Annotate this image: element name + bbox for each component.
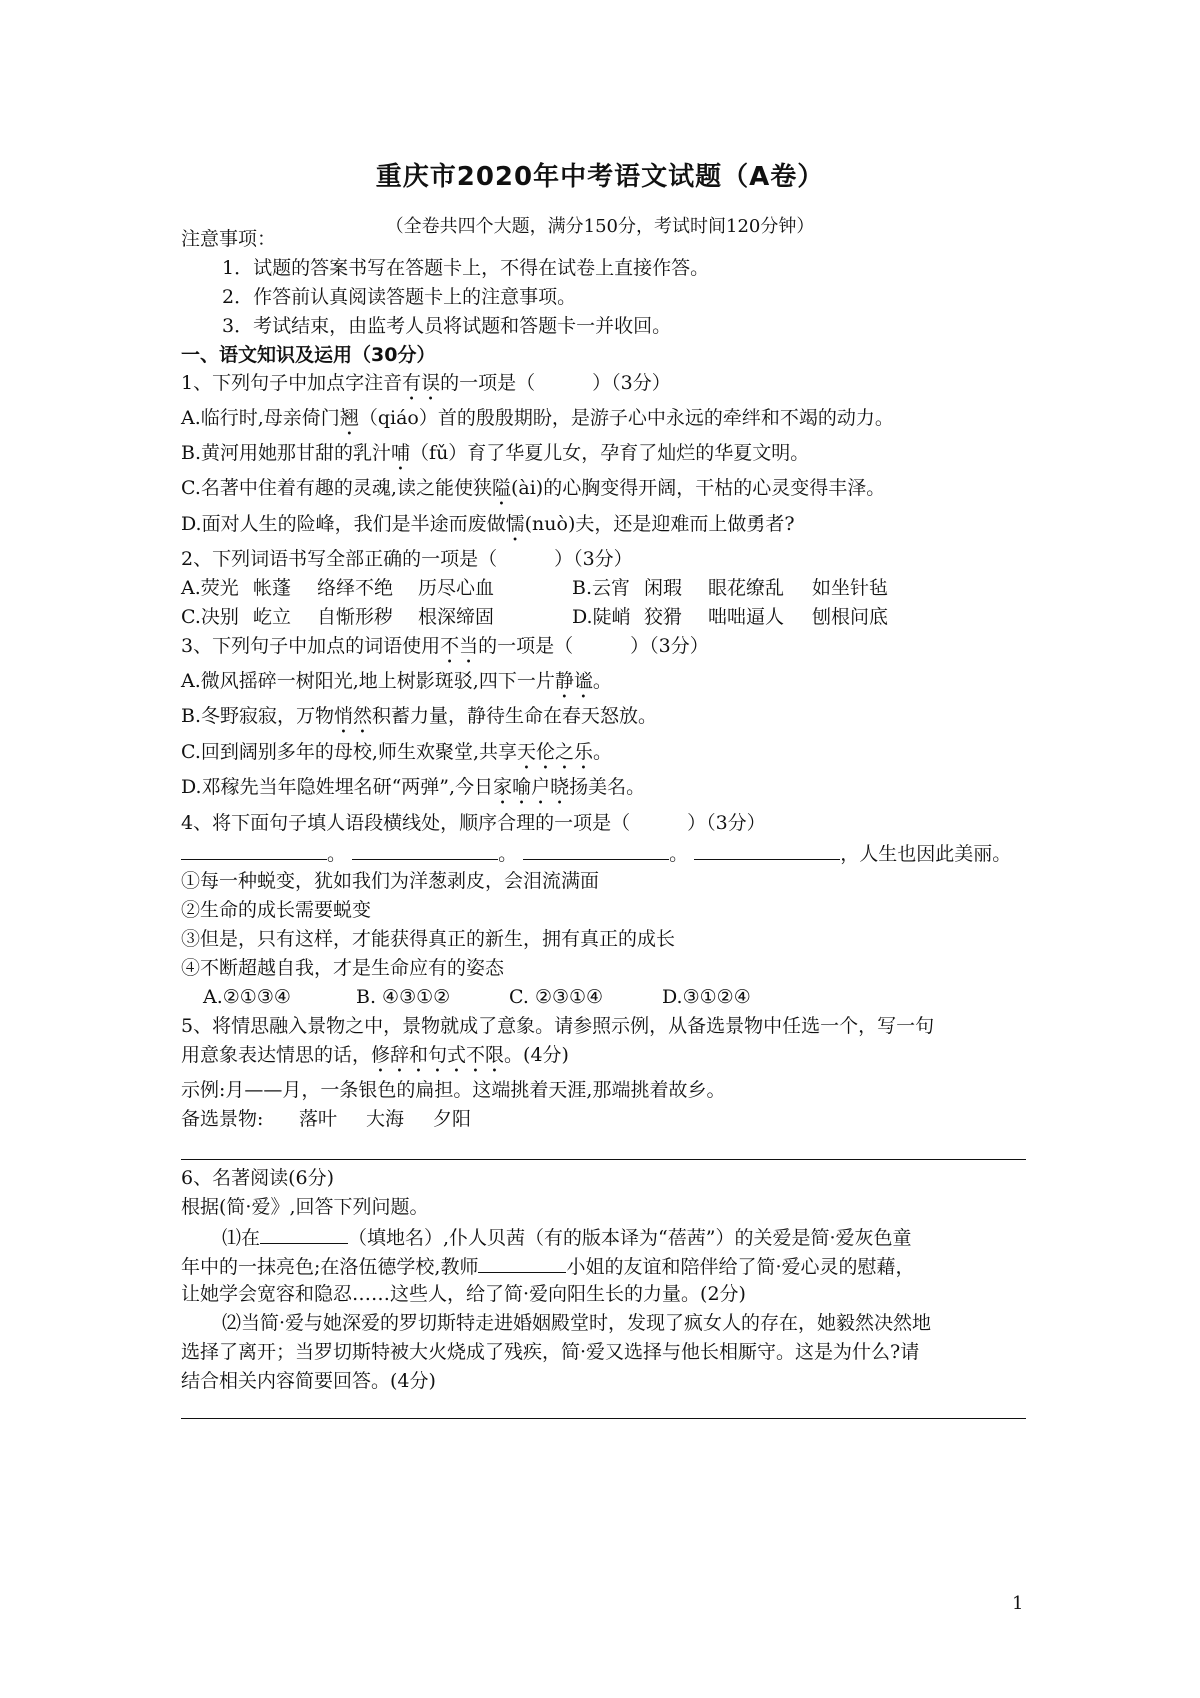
emphasis-word: 悄然	[334, 705, 373, 727]
question-2-options-cd: C.决别 屹立 自惭形秽 根深缔固 D.陡峭 狡猾 咄咄逼人 刨根问底	[181, 606, 889, 628]
question-4-stem: 4、将下面句子填人语段横线处，顺序合理的一项是（ ）（3分）	[181, 812, 766, 834]
question-6-intro: 根据(简·爱》,回答下列问题。	[181, 1196, 429, 1218]
page-subtitle: （全卷共四个大题，满分150分，考试时间120分钟）	[385, 216, 815, 237]
emphasis-char: 懦	[505, 513, 525, 535]
question-6-stem: 6、名著阅读(6分)	[181, 1167, 335, 1189]
answer-line[interactable]	[181, 1159, 1026, 1160]
question-6-part2: ⑵当简·爱与她深爱的罗切斯特走进婚姻殿堂时，发现了疯女人的存在，她毅然决然地	[222, 1312, 932, 1334]
question-6-part1-line3: 让她学会宽容和隐忍……这些人，给了简·爱向阳生长的力量。(2分)	[181, 1283, 746, 1305]
section-heading: 一、语文知识及运用（30分）	[181, 344, 436, 366]
answer-blank[interactable]	[181, 839, 327, 860]
question-4-item: ②生命的成长需要蜕变	[181, 899, 372, 921]
question-3-option-d: D.邓稼先当年隐姓埋名研“两弹”,今日家喻户晓扬美名。	[181, 776, 646, 798]
question-6-part2-line2: 选择了离开；当罗切斯特被大火烧成了残疾，简·爱又选择与他长相厮守。这是为什么?请	[181, 1341, 920, 1363]
notice-item: 1．试题的答案书写在答题卡上，不得在试卷上直接作答。	[222, 257, 710, 279]
answer-line[interactable]	[181, 1418, 1026, 1419]
emphasis-text: 有误	[402, 372, 441, 394]
question-5-stem: 5、将情思融入景物之中，景物就成了意象。请参照示例，从备选景物中任选一个，写一句	[181, 1015, 935, 1037]
question-3-option-c: C.回到阔别多年的母校,师生欢聚堂,共享天伦之乐。	[181, 741, 613, 763]
question-4-options: A.②①③④ B. ④③①② C. ②③①④ D.③①②④	[203, 986, 751, 1008]
question-2-options-ab: A.荧光 帐蓬 络绎不绝 历尽心血 B.云宵 闲瑕 眼花缭乱 如坐针毡	[181, 577, 889, 599]
emphasis-text: 不当	[440, 635, 479, 657]
question-3-option-a: A.微风摇碎一树阳光,地上树影斑驳,四下一片静谧。	[181, 670, 612, 692]
question-6-part1: ⑴在 （填地名）,仆人贝茜（有的版本译为“蓓茜”）的关爱是简·爱灰色童	[222, 1223, 912, 1251]
answer-blank[interactable]	[523, 839, 669, 860]
emphasis-char: 翘	[339, 407, 359, 429]
page-title: 重庆市2020年中考语文试题（A卷）	[375, 162, 825, 192]
page-number: 1	[1012, 1593, 1024, 1614]
question-1-option-b: B.黄河用她那甘甜的乳汁哺（fǔ）育了华夏儿女，孕育了灿烂的华夏文明。	[181, 442, 810, 464]
emphasis-word: 家喻户晓	[493, 776, 570, 798]
answer-blank[interactable]	[260, 1223, 348, 1244]
question-4-blanks: 。 。 。 ，人生也因此美丽。	[181, 839, 1011, 867]
emphasis-char: 隘	[491, 477, 511, 499]
question-1-option-c: C.名著中住着有趣的灵魂,读之能使狭隘(ài)的心胸变得开阔，干枯的心灵变得丰泽。	[181, 477, 886, 499]
notice-item: 2．作答前认真阅读答题卡上的注意事项。	[222, 286, 577, 308]
emphasis-text: 修辞和句式不限	[371, 1044, 505, 1066]
question-6-part1-line2: 年中的一抹亮色;在洛伍德学校,教师 小姐的友谊和陪伴给了简·爱心灵的慰藉，	[181, 1252, 915, 1280]
question-5-choices: 备选景物: 落叶 大海 夕阳	[181, 1108, 472, 1130]
answer-blank[interactable]	[352, 839, 498, 860]
answer-blank[interactable]	[694, 839, 840, 860]
question-5-example: 示例:月——月，一条银色的扁担。这端挑着天涯,那端挑着故乡。	[181, 1079, 726, 1101]
question-4-item: ①每一种蜕变，犹如我们为洋葱剥皮，会泪流满面	[181, 870, 600, 892]
question-6-part2-line3: 结合相关内容简要回答。(4分)	[181, 1370, 436, 1392]
notice-heading: 注意事项：	[181, 228, 277, 250]
emphasis-word: 天伦之乐	[516, 741, 593, 763]
question-3-option-b: B.冬野寂寂，万物悄然积蓄力量，静待生命在春天怒放。	[181, 705, 658, 727]
question-4-item: ④不断超越自我，才是生命应有的姿态	[181, 957, 505, 979]
question-1-option-a: A.临行时,母亲倚门翘（qiáo）首的殷殷期盼，是游子心中永远的牵绊和不竭的动力。	[181, 407, 894, 429]
question-4-item: ③但是，只有这样，才能获得真正的新生，拥有真正的成长	[181, 928, 676, 950]
question-1-option-d: D.面对人生的险峰，我们是半途而废做懦(nuò)夫，还是迎难而上做勇者?	[181, 513, 795, 535]
question-2-stem: 2、下列词语书写全部正确的一项是（ ）（3分）	[181, 548, 633, 570]
answer-blank[interactable]	[478, 1252, 566, 1273]
question-3-stem: 3、下列句子中加点的词语使用不当的一项是（ ）（3分）	[181, 635, 709, 657]
emphasis-char: 哺	[391, 442, 411, 464]
notice-item: 3．考试结束，由监考人员将试题和答题卡一并收回。	[222, 315, 672, 337]
question-5-stem-2: 用意象表达情思的话，修辞和句式不限。(4分)	[181, 1044, 569, 1066]
question-1-stem: 1、下列句子中加点字注音有误的一项是（ ）（3分）	[181, 372, 671, 394]
emphasis-word: 静谧	[554, 670, 593, 692]
